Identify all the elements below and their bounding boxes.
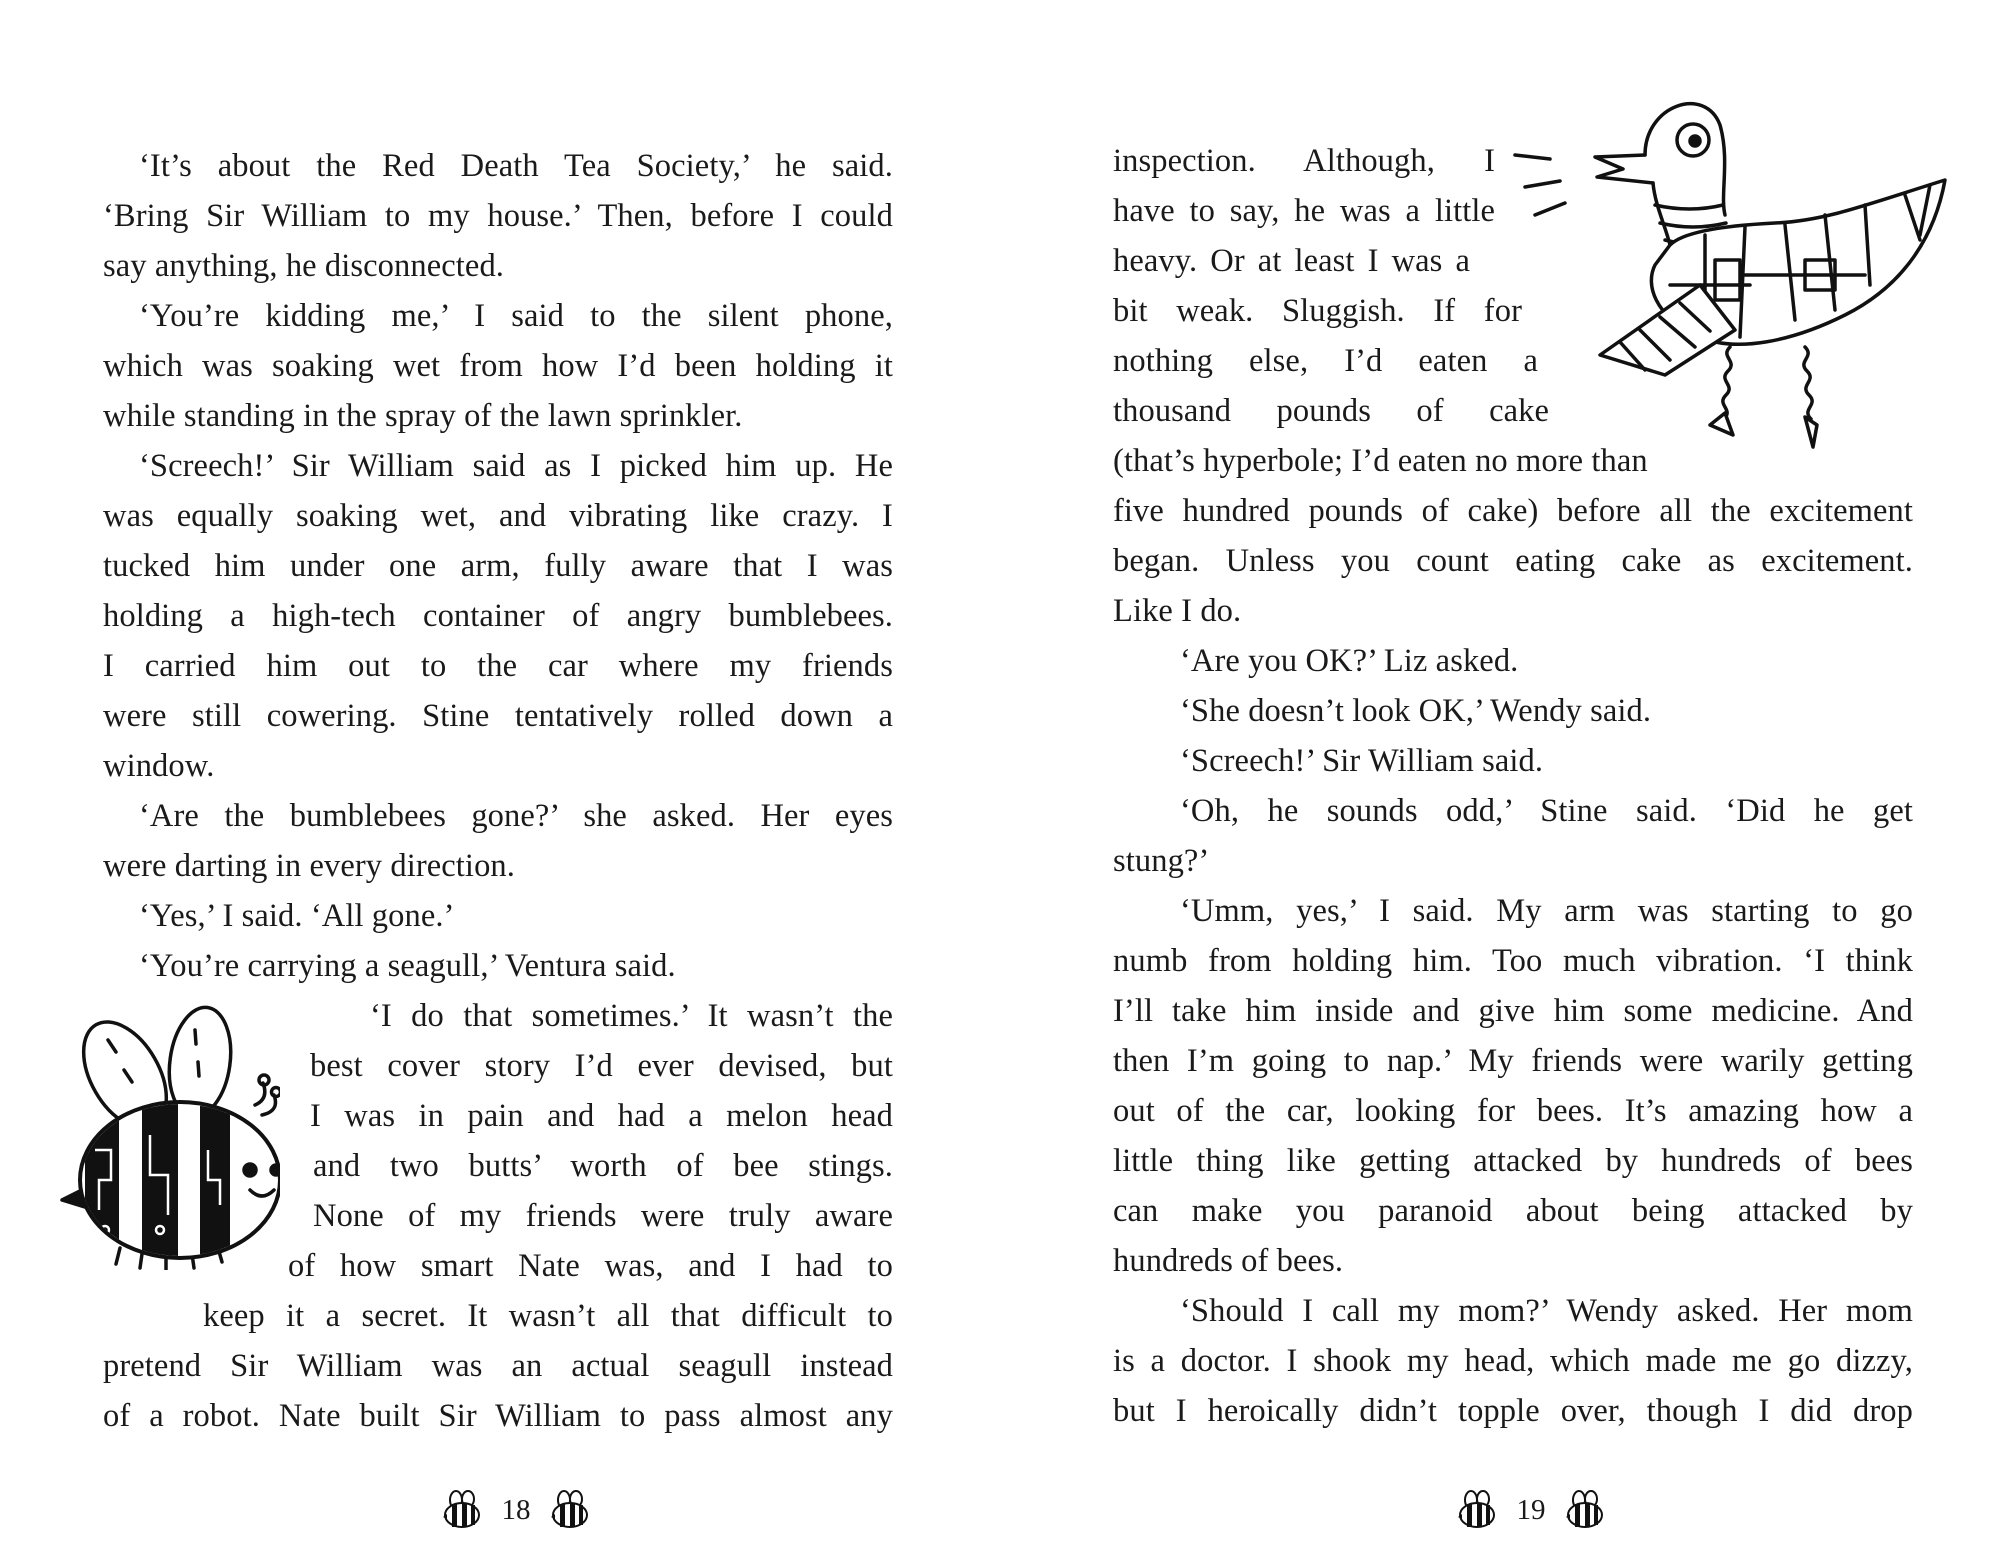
text-line: ‘Screech!’ Sir William said. xyxy=(1180,743,1544,779)
right-page xyxy=(1000,0,2000,1565)
text-line: say anything, he disconnected. xyxy=(103,248,505,284)
text-line: of how smart Nate was, and I had to xyxy=(288,1248,893,1284)
text-line: tucked him under one arm, fully aware that I was xyxy=(103,548,893,584)
text-line: five hundred pounds of cake) before all the excitement xyxy=(1113,493,1913,529)
text-line: while standing in the spray of the lawn sprinkler. xyxy=(103,398,743,434)
text-line: ‘Are the bumblebees gone?’ she asked. Her eyes xyxy=(139,798,893,834)
text-line: (that’s hyperbole; I’d eaten no more than xyxy=(1113,443,1648,479)
text-line: have to say, he was a little xyxy=(1113,193,1495,229)
mini-bee-icon xyxy=(548,1490,592,1530)
text-line: I was in pain and had a melon head xyxy=(310,1098,893,1134)
mini-bee-icon xyxy=(1455,1490,1499,1530)
text-line: out of the car, looking for bees. It’s amazing how a xyxy=(1113,1093,1913,1129)
text-line: then I’m going to nap.’ My friends were warily getting xyxy=(1113,1043,1913,1079)
text-line: ‘She doesn’t look OK,’ Wendy said. xyxy=(1180,693,1652,729)
text-line: ‘Screech!’ Sir William said as I picked him up. He xyxy=(139,448,893,484)
page-footer xyxy=(1455,1488,1607,1532)
text-line: was equally soaking wet, and vibrating like crazy. I xyxy=(103,498,893,534)
text-line: little thing like getting attacked by hundreds of bees xyxy=(1113,1143,1913,1179)
text-line: pretend Sir William was an actual seagull instead xyxy=(103,1348,893,1384)
text-line: hundreds of bees. xyxy=(1113,1243,1344,1279)
text-line: holding a high-tech container of angry bumblebees. xyxy=(103,598,893,634)
text-line: ‘Oh, he sounds odd,’ Stine said. ‘Did he get xyxy=(1180,793,1913,829)
text-line: is a doctor. I shook my head, which made me go dizzy, xyxy=(1113,1343,1913,1379)
text-line: and two butts’ worth of bee stings. xyxy=(313,1148,893,1184)
text-line: ‘Yes,’ I said. ‘All gone.’ xyxy=(139,898,455,934)
text-line: ‘Should I call my mom?’ Wendy asked. Her mom xyxy=(1180,1293,1913,1329)
text-line: window. xyxy=(103,748,215,784)
text-line: ‘You’re kidding me,’ I said to the silent phone, xyxy=(139,298,893,334)
text-line: Like I do. xyxy=(1113,593,1242,629)
robot-seagull-icon xyxy=(1505,85,1985,470)
text-line: thousand pounds of cake xyxy=(1113,393,1549,429)
text-line: ‘It’s about the Red Death Tea Society,’ he said. xyxy=(139,148,893,184)
text-line: numb from holding him. Too much vibration. ‘I think xyxy=(1113,943,1913,979)
text-line: ‘You’re carrying a seagull,’ Ventura said. xyxy=(139,948,676,984)
text-line: were still cowering. Stine tentatively rolled down a xyxy=(103,698,893,734)
text-line: best cover story I’d ever devised, but xyxy=(310,1048,893,1084)
text-line: began. Unless you count eating cake as excitement. xyxy=(1113,543,1913,579)
text-line: I’ll take him inside and give him some medicine. And xyxy=(1113,993,1913,1029)
text-line: inspection. Although, I xyxy=(1113,143,1495,179)
text-line: stung?’ xyxy=(1113,843,1210,879)
text-line: heavy. Or at least I was a xyxy=(1113,243,1470,279)
text-line: of a robot. Nate built Sir William to pass almost any xyxy=(103,1398,893,1434)
text-line: bit weak. Sluggish. If for xyxy=(1113,293,1522,329)
text-line: ‘Bring Sir William to my house.’ Then, before I could xyxy=(103,198,893,234)
text-line: keep it a secret. It wasn’t all that difficult to xyxy=(203,1298,893,1334)
page-footer xyxy=(440,1488,592,1532)
robot-bee-icon xyxy=(50,1000,280,1270)
text-line: None of my friends were truly aware xyxy=(313,1198,893,1234)
page-number: 18 xyxy=(501,1493,531,1526)
text-line: can make you paranoid about being attacked by xyxy=(1113,1193,1913,1229)
text-line: nothing else, I’d eaten a xyxy=(1113,343,1538,379)
text-line: I carried him out to the car where my friends xyxy=(103,648,893,684)
text-line: ‘Are you OK?’ Liz asked. xyxy=(1180,643,1519,679)
text-line: were darting in every direction. xyxy=(103,848,515,884)
mini-bee-icon xyxy=(440,1490,484,1530)
page-number: 19 xyxy=(1516,1493,1546,1526)
text-line: ‘I do that sometimes.’ It wasn’t the xyxy=(370,998,893,1034)
text-line: but I heroically didn’t topple over, though I did drop xyxy=(1113,1393,1913,1429)
text-line: which was soaking wet from how I’d been holding it xyxy=(103,348,893,384)
mini-bee-icon xyxy=(1563,1490,1607,1530)
text-line: ‘Umm, yes,’ I said. My arm was starting to go xyxy=(1180,893,1913,929)
